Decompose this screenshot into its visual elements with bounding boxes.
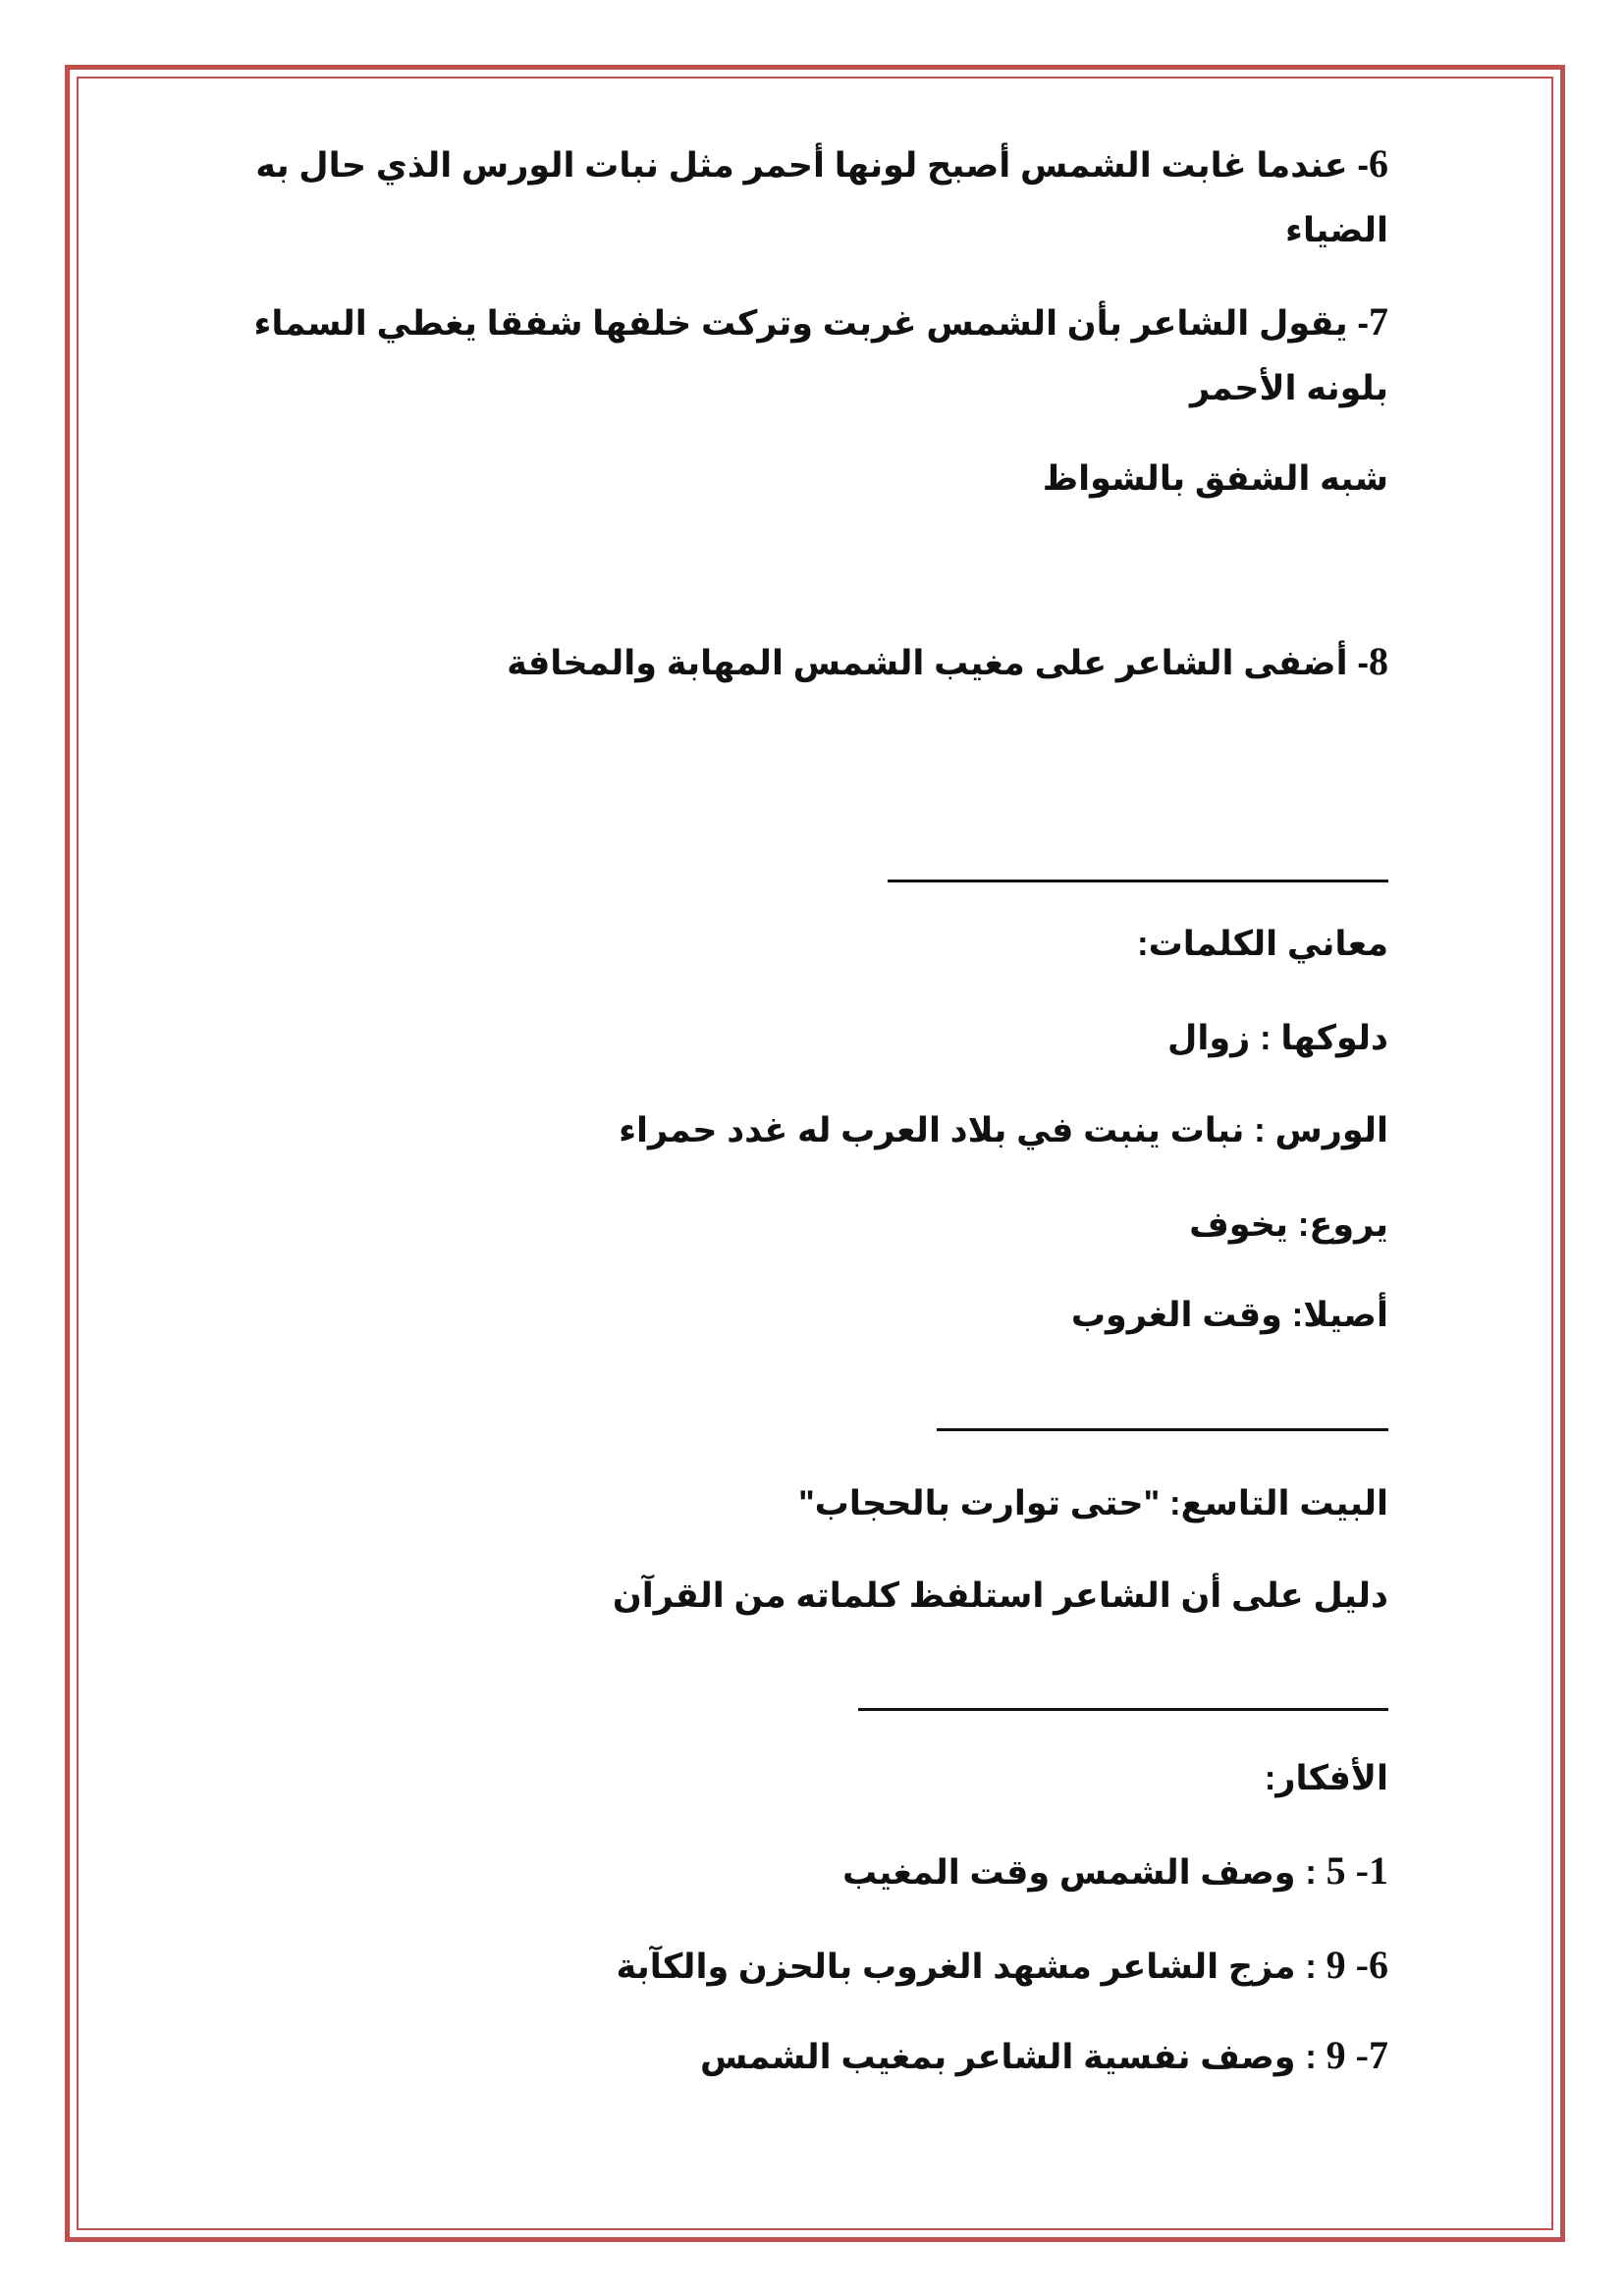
meaning-row: الورس : نبات ينبت في بلاد العرب له غدد حمراء (619, 1111, 1388, 1149)
item-6-number: 6 (1369, 141, 1388, 186)
idea-text: : مزج الشاعر مشهد الغروب بالحزن والكآبة (616, 1948, 1326, 1986)
meaning-row: أصيلا: وقت الغروب (1070, 1296, 1388, 1334)
idea-text: : وصف الشمس وقت المغيب (842, 1853, 1326, 1892)
idea-row (842, 1849, 1388, 1895)
meaning-row: يروع: يخوف (1189, 1205, 1388, 1244)
item-7-text: - يقول الشاعر بأن الشمس غربت وتركت خلفها شفقا يغطي السماء بلونه الأحمر (253, 304, 1388, 407)
meanings-heading: معاني الكلمات: (1136, 925, 1388, 963)
idea-row (616, 1944, 1388, 1989)
item-8-number: 8 (1369, 639, 1388, 683)
idea-range: 7- 9 (1326, 2033, 1388, 2077)
item-8-text: - أضفى الشاعر على مغيب الشمس المهابة والمخافة (507, 644, 1369, 682)
section-divider (858, 1708, 1388, 1711)
ninth-verse-title: البيت التاسع: "حتى توارت بالحجاب" (798, 1484, 1388, 1522)
idea-row (700, 2034, 1388, 2079)
section-divider (888, 880, 1388, 882)
idea-text: : وصف نفسية الشاعر بمغيب الشمس (699, 2038, 1326, 2076)
meaning-row: دلوكها : زوال (1166, 1019, 1388, 1057)
simile-line: شبه الشفق بالشواظ (1042, 459, 1388, 498)
item-8 (507, 640, 1388, 685)
item-6 (240, 132, 1388, 263)
ninth-verse-note: دليل على أن الشاعر استلفظ كلماته من القرآن (612, 1576, 1388, 1615)
item-7-number: 7 (1369, 299, 1388, 344)
idea-range: 1- 5 (1326, 1848, 1388, 1893)
item-6-text: - عندما غابت الشمس أصبح لونها أحمر مثل نبات الورس الذي حال به الضياء (255, 146, 1388, 249)
ideas-heading: الأفكار: (1264, 1759, 1388, 1797)
idea-range: 6- 9 (1326, 1943, 1388, 1987)
item-7 (240, 290, 1388, 421)
section-divider (937, 1428, 1388, 1431)
